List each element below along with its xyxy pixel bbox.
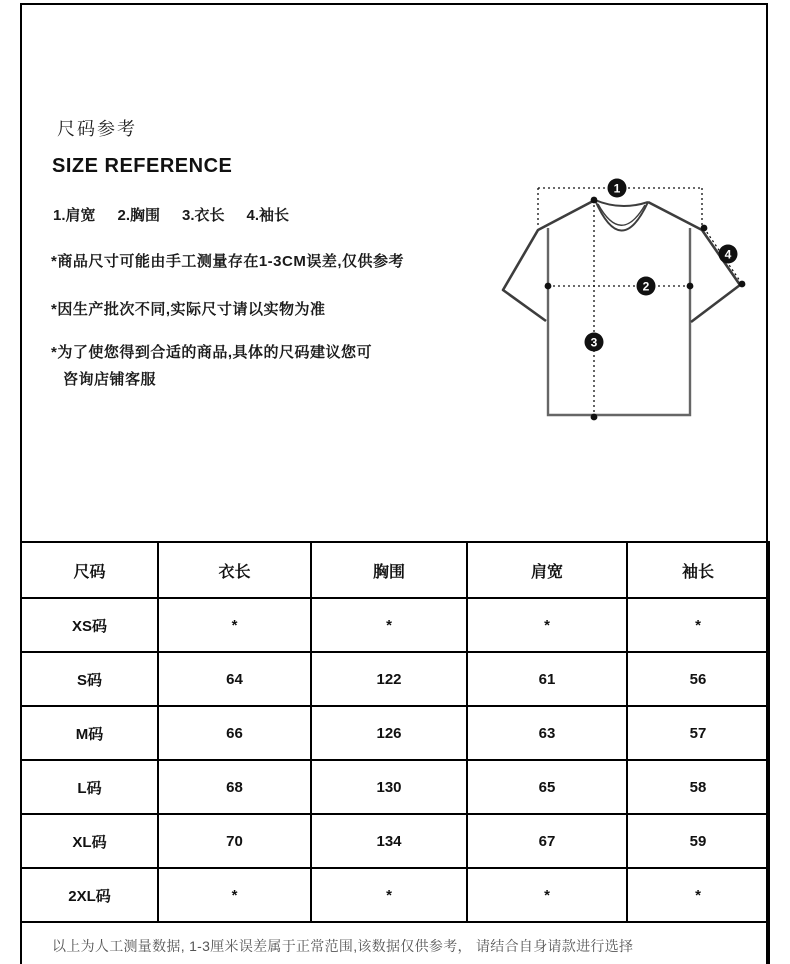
col-header-shoulder: 肩宽: [467, 542, 627, 598]
marker-4-number: 4: [724, 247, 732, 262]
cell-value: *: [467, 598, 627, 652]
content-frame: [20, 3, 768, 964]
tshirt-body-outline: [548, 228, 690, 415]
col-header-sleeve: 袖长: [627, 542, 769, 598]
cell-size-label: S码: [21, 652, 158, 706]
tshirt-collar-inner: [598, 204, 645, 225]
cell-value: 58: [627, 760, 769, 814]
tshirt-back-collar: [595, 200, 648, 206]
cell-value: 122: [311, 652, 467, 706]
cell-value: 70: [158, 814, 311, 868]
cell-value: *: [158, 868, 311, 922]
cell-value: 126: [311, 706, 467, 760]
marker-2-number: 2: [642, 279, 650, 294]
cell-value: *: [311, 598, 467, 652]
measure-endpoint-dots: [545, 197, 746, 421]
table-row-xs: [21, 598, 769, 652]
cell-value: 59: [627, 814, 769, 868]
cell-size-label: XL码: [21, 814, 158, 868]
note-measure-tolerance: *商品尺寸可能由手工测量存在1-3CM误差,仅供参考: [51, 253, 405, 270]
legend-item-shoulder: 1.肩宽: [53, 207, 96, 224]
table-row-2xl: [21, 868, 769, 922]
cell-size-label: 2XL码: [21, 868, 158, 922]
tshirt-measurement-diagram: [500, 178, 752, 430]
marker-1-number: 1: [613, 181, 621, 196]
page-title-english: SIZE REFERENCE: [52, 155, 233, 177]
page-title-chinese: 尺码参考: [57, 119, 137, 139]
cell-size-label: L码: [21, 760, 158, 814]
cell-value: 67: [467, 814, 627, 868]
cell-value: 57: [627, 706, 769, 760]
cell-value: 65: [467, 760, 627, 814]
cell-value: *: [627, 598, 769, 652]
cell-value: *: [627, 868, 769, 922]
note-batch-difference: *因生产批次不同,实际尺寸请以实物为准: [51, 301, 326, 318]
table-row-m: [21, 706, 769, 760]
legend-item-chest: 2.胸围: [117, 207, 161, 224]
marker-3-number: 3: [590, 335, 598, 350]
cell-value: 63: [467, 706, 627, 760]
col-header-length: 衣长: [158, 542, 311, 598]
cell-value: 134: [311, 814, 467, 868]
note-contact-service-line1: *为了使您得到合适的商品,具体的尺码建议您可: [51, 344, 373, 361]
size-table: [20, 541, 770, 964]
cell-size-label: XS码: [21, 598, 158, 652]
cell-value: 130: [311, 760, 467, 814]
col-header-chest: 胸围: [311, 542, 467, 598]
table-row-l: [21, 760, 769, 814]
measure-lines: [538, 188, 742, 417]
cell-value: *: [311, 868, 467, 922]
table-row-s: [21, 652, 769, 706]
size-table-header-row: [21, 542, 769, 598]
table-row-xl: [21, 814, 769, 868]
table-footnote: 以上为人工测量数据, 1-3厘米误差属于正常范围,该数据仅供参考， 请结合自身请款进行选择: [21, 922, 769, 964]
note-contact-service-line2: 咨询店铺客服: [63, 371, 157, 388]
col-header-size: 尺码: [21, 542, 158, 598]
cell-value: 64: [158, 652, 311, 706]
cell-value: *: [467, 868, 627, 922]
table-footnote-row: [21, 922, 769, 964]
cell-value: 66: [158, 706, 311, 760]
legend-item-sleeve: 4.袖长: [246, 207, 290, 224]
cell-value: 68: [158, 760, 311, 814]
cell-size-label: M码: [21, 706, 158, 760]
measurement-legend: [53, 204, 289, 225]
legend-item-length: 3.衣长: [182, 207, 225, 224]
cell-value: 56: [627, 652, 769, 706]
cell-value: *: [158, 598, 311, 652]
cell-value: 61: [467, 652, 627, 706]
